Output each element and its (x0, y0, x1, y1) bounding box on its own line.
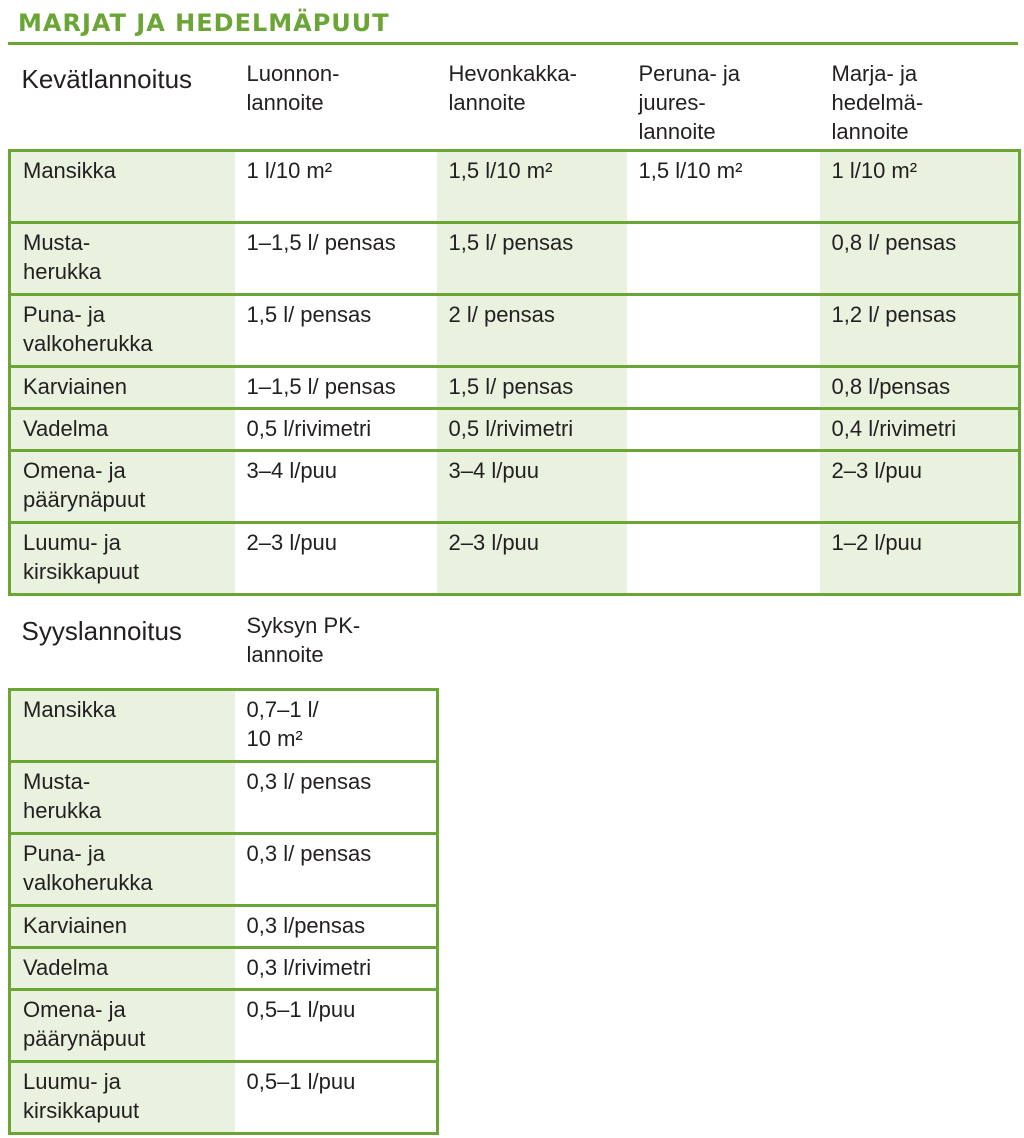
table-row (10, 761, 438, 833)
table-row (10, 450, 1020, 522)
plant-cell: Puna- ja valkoherukka (10, 833, 235, 905)
plant-cell: Vadelma (10, 408, 235, 450)
table-row (10, 1061, 438, 1133)
value-cell: 3–4 l/puu (437, 450, 627, 522)
value-cell (627, 522, 820, 594)
value-cell (627, 222, 820, 294)
value-cell: 0,8 l/ pensas (820, 222, 1020, 294)
plant-cell: Mansikka (10, 150, 235, 222)
value-cell: 0,5–1 l/puu (235, 1061, 438, 1133)
value-cell: 1,5 l/10 m² (437, 150, 627, 222)
value-cell: 2–3 l/puu (437, 522, 627, 594)
table-row (10, 989, 438, 1061)
spring-header-row (10, 45, 1020, 150)
value-cell: 0,7–1 l/ 10 m² (235, 689, 438, 761)
value-cell: 1–2 l/puu (820, 522, 1020, 594)
value-cell: 1,5 l/ pensas (437, 366, 627, 408)
col-header-syksyn-pk-lannoite: Syksyn PK- lannoite (246, 613, 361, 667)
plant-cell: Karviainen (10, 905, 235, 947)
value-cell (627, 408, 820, 450)
value-cell: 2–3 l/puu (820, 450, 1020, 522)
table-row (10, 366, 1020, 408)
plant-cell: Omena- ja päärynäpuut (10, 989, 235, 1061)
table-row (10, 150, 1020, 222)
col-header-hevonkakkalannoite: Hevonkakka- lannoite (448, 61, 577, 115)
plant-cell: Musta- herukka (10, 222, 235, 294)
value-cell: 2 l/ pensas (437, 294, 627, 366)
value-cell: 0,4 l/rivimetri (820, 408, 1020, 450)
table-row (10, 947, 438, 989)
value-cell: 1 l/10 m² (820, 150, 1020, 222)
plant-cell: Omena- ja päärynäpuut (10, 450, 235, 522)
plant-cell: Vadelma (10, 947, 235, 989)
value-cell: 2–3 l/puu (235, 522, 437, 594)
value-cell: 0,5 l/rivimetri (235, 408, 437, 450)
table-row (10, 522, 1020, 594)
value-cell: 0,3 l/ pensas (235, 833, 438, 905)
autumn-title: Syyslannoitus (21, 616, 182, 646)
autumn-fertilization-table (8, 597, 439, 1135)
col-header-peruna-juureslannoite: Peruna- ja juures- lannoite (638, 61, 741, 144)
plant-cell: Karviainen (10, 366, 235, 408)
value-cell: 0,5–1 l/puu (235, 989, 438, 1061)
plant-cell: Luumu- ja kirsikkapuut (10, 1061, 235, 1133)
plant-cell: Musta- herukka (10, 761, 235, 833)
value-cell: 0,8 l/pensas (820, 366, 1020, 408)
value-cell: 1–1,5 l/ pensas (235, 366, 437, 408)
value-cell: 0,3 l/ pensas (235, 761, 438, 833)
value-cell: 1,5 l/ pensas (437, 222, 627, 294)
col-header-marja-hedelmalannoite: Marja- ja hedelmä- lannoite (831, 61, 924, 144)
value-cell (627, 294, 820, 366)
table-row (10, 905, 438, 947)
plant-cell: Luumu- ja kirsikkapuut (10, 522, 235, 594)
value-cell (627, 366, 820, 408)
value-cell: 0,3 l/rivimetri (235, 947, 438, 989)
table-row (10, 689, 438, 761)
value-cell: 1,5 l/ pensas (235, 294, 437, 366)
value-cell: 1,5 l/10 m² (627, 150, 820, 222)
value-cell: 0,5 l/rivimetri (437, 408, 627, 450)
spring-title: Kevätlannoitus (21, 64, 193, 94)
table-row (10, 408, 1020, 450)
plant-cell: Mansikka (10, 689, 235, 761)
value-cell: 1–1,5 l/ pensas (235, 222, 437, 294)
page-heading: MARJAT JA HEDELMÄPUUT (18, 9, 390, 37)
table-row (10, 222, 1020, 294)
value-cell: 1 l/10 m² (235, 150, 437, 222)
spring-fertilization-table (8, 45, 1021, 596)
table-row (10, 833, 438, 905)
table-row (10, 294, 1020, 366)
value-cell: 0,3 l/pensas (235, 905, 438, 947)
autumn-header-row (10, 597, 438, 689)
col-header-luonnonlannoite: Luonnon- lannoite (246, 61, 340, 115)
plant-cell: Puna- ja valkoherukka (10, 294, 235, 366)
value-cell (627, 450, 820, 522)
value-cell: 1,2 l/ pensas (820, 294, 1020, 366)
value-cell: 3–4 l/puu (235, 450, 437, 522)
